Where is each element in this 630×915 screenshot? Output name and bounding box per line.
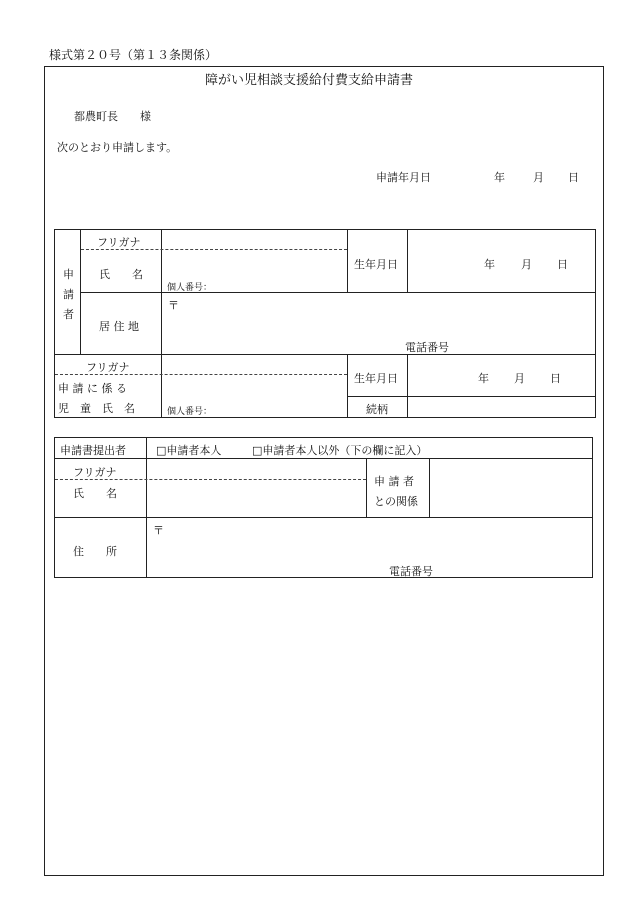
application-year[interactable]: 年	[494, 171, 505, 184]
form-number: 様式第２０号（第１３条関係）	[49, 48, 218, 62]
applicant-furigana-label: フリガナ	[97, 236, 141, 249]
application-day[interactable]: 日	[568, 171, 579, 184]
relation-divider-left	[366, 458, 367, 518]
applicant-phone-label: 電話番号	[405, 341, 449, 354]
submitter-option-other[interactable]: □申請者本人以外（下の欄に記入）	[252, 444, 428, 457]
applicant-birth-label: 生年月日	[354, 258, 398, 271]
table1-top-border	[54, 229, 596, 230]
child-birth-label: 生年月日	[354, 372, 398, 385]
child-birth-bottom	[347, 396, 596, 397]
submitter-name-bottom	[54, 517, 593, 518]
applicant-name-label: 氏 名	[99, 268, 143, 281]
applicant-name-bottom	[80, 292, 596, 293]
child-birth-divider-left	[347, 354, 348, 418]
submitter-postal-mark: 〒	[153, 524, 164, 537]
child-birth-year[interactable]: 年	[478, 372, 489, 385]
applicant-section-label-1: 申	[63, 268, 74, 281]
table1-left-border	[54, 229, 55, 418]
applicant-postal-mark: 〒	[168, 299, 179, 312]
form-frame	[44, 66, 604, 876]
applicant-section-label-3: 者	[63, 308, 74, 321]
table1-right-border	[595, 229, 596, 418]
applicant-birth-day[interactable]: 日	[557, 258, 568, 271]
child-relationship-label: 続柄	[366, 403, 388, 416]
applicant-birth-month[interactable]: 月	[521, 258, 532, 271]
applicant-birth-year[interactable]: 年	[484, 258, 495, 271]
child-label-line1: 申 請 に 係 る	[58, 382, 127, 395]
relation-label-line1: 申 請 者	[374, 475, 414, 488]
submitter-name-label: 氏 名	[73, 487, 117, 500]
child-label-line2: 児 童 氏 名	[58, 402, 135, 415]
label-value-divider	[161, 229, 162, 418]
application-month[interactable]: 月	[533, 171, 544, 184]
child-birth-month[interactable]: 月	[514, 372, 525, 385]
child-birth-divider-right	[407, 354, 408, 418]
relation-label-line2: との関係	[374, 495, 418, 508]
table1-bottom-border	[54, 417, 596, 418]
applicant-section-label-2: 請	[63, 288, 74, 301]
submitter-furigana-label: フリガナ	[73, 466, 117, 479]
child-individual-number[interactable]: 個人番号：	[167, 407, 213, 417]
submitter-option-self[interactable]: □申請者本人	[156, 444, 222, 457]
child-birth-day[interactable]: 日	[550, 372, 561, 385]
applicant-birth-divider-left	[347, 229, 348, 292]
child-furigana-label: フリガナ	[86, 361, 130, 374]
applicant-individual-number[interactable]: 個人番号：	[167, 283, 213, 293]
page-title: 障がい児相談支援給付費支給申請書	[205, 73, 414, 88]
submitter-address-label: 住 所	[73, 545, 117, 558]
submitter-label: 申請書提出者	[60, 444, 126, 457]
table2-top-border	[54, 437, 593, 438]
intro-text: 次のとおり申請します。	[57, 141, 178, 154]
table2-bottom-border	[54, 577, 593, 578]
applicant-address-label: 居 住 地	[99, 320, 139, 333]
application-date-label: 申請年月日	[376, 171, 431, 184]
applicant-birth-divider-right	[407, 229, 408, 292]
submitter-row-bottom	[54, 458, 593, 459]
applicant-section-bottom	[54, 354, 596, 355]
submitter-phone-label: 電話番号	[389, 565, 433, 578]
relation-divider-right	[429, 458, 430, 518]
addressee: 都農町長 様	[74, 110, 151, 123]
